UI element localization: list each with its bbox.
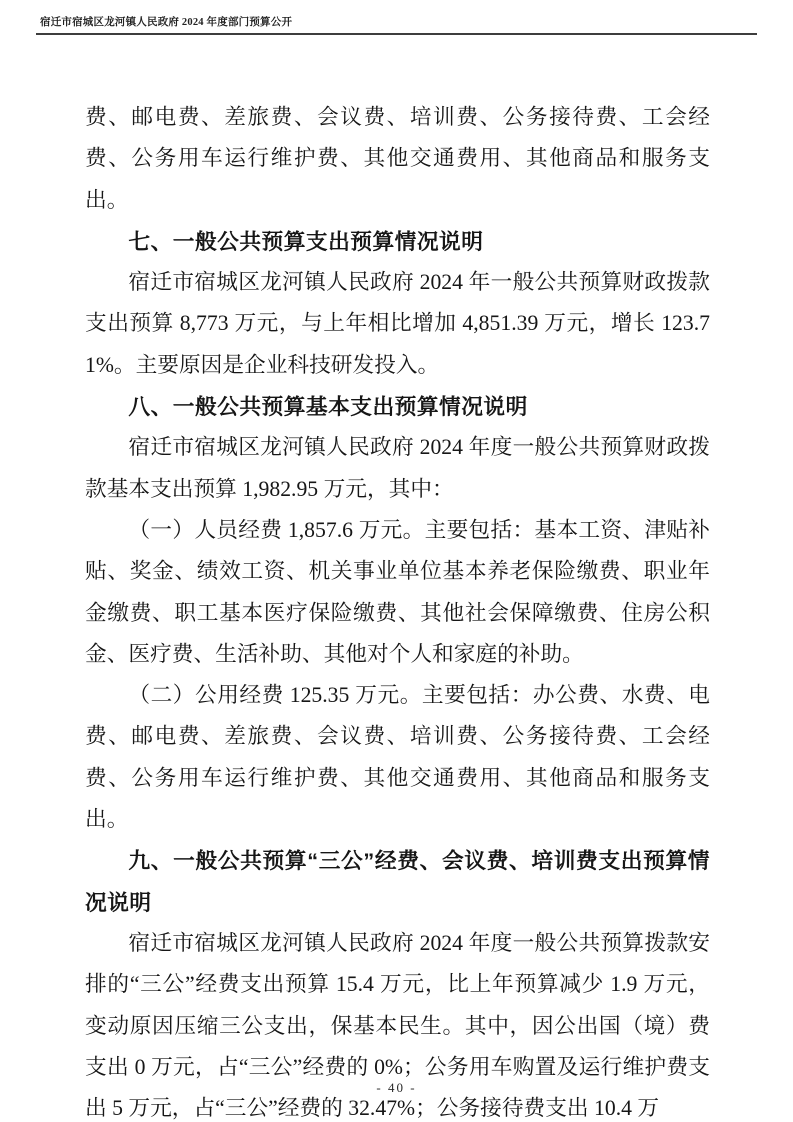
page-number: - 40 - — [376, 1080, 417, 1095]
paragraph-general-budget-expenditure: 宿迁市宿城区龙河镇人民政府 2024 年一般公共预算财政拨款支出预算 8,773 万元，与上年相比增加 4,851.39 万元，增长 123.71%。主要原因是企业科技研发投入。 — [85, 270, 710, 377]
header-title: 宿迁市宿城区龙河镇人民政府 2024 年度部门预算公开 — [40, 17, 293, 28]
section-heading-7: 七、一般公共预算支出预算情况说明 — [128, 228, 484, 254]
paragraph-three-public-funds: 宿迁市宿城区龙河镇人民政府 2024 年度一般公共预算拨款安排的“三公”经费支出预算 15.4 万元，比上年预算减少 1.9 万元，变动原因压缩三公支出，保基本民生。其中，因公出国（境）费支出 0 万元，占“三公”经费的 0%；公务用车购置及运行维护费支出 5 万元，占“三公”经费的 32.47%；公务接待费支出 10.4 万 — [85, 930, 710, 1121]
document-body — [85, 97, 710, 1122]
section-heading-8: 八、一般公共预算基本支出预算情况说明 — [128, 394, 528, 420]
section-heading-9: 九、一般公共预算“三公”经费、会议费、培训费支出预算情况说明 — [85, 848, 710, 915]
paragraph-basic-expenditure: 宿迁市宿城区龙河镇人民政府 2024 年度一般公共预算财政拨款基本支出预算 1,982.95 万元，其中： — [85, 435, 710, 501]
paragraph-personnel-funds: （一）人员经费 1,857.6 万元。主要包括：基本工资、津贴补贴、奖金、绩效工资、机关事业单位基本养老保险缴费、职业年金缴费、职工基本医疗保险缴费、其他社会保障缴费、住房公积金、医疗费、生活补助、其他对个人和家庭的补助。 — [85, 517, 710, 666]
page-header — [36, 0, 757, 35]
page-footer — [0, 1080, 793, 1096]
paragraph-continuation: 费、邮电费、差旅费、会议费、培训费、公务接待费、工会经费、公务用车运行维护费、其他交通费用、其他商品和服务支出。 — [85, 105, 710, 212]
paragraph-public-funds: （二）公用经费 125.35 万元。主要包括：办公费、水费、电费、邮电费、差旅费、会议费、培训费、公务接待费、工会经费、公务用车运行维护费、其他交通费用、其他商品和服务支出。 — [85, 683, 710, 832]
